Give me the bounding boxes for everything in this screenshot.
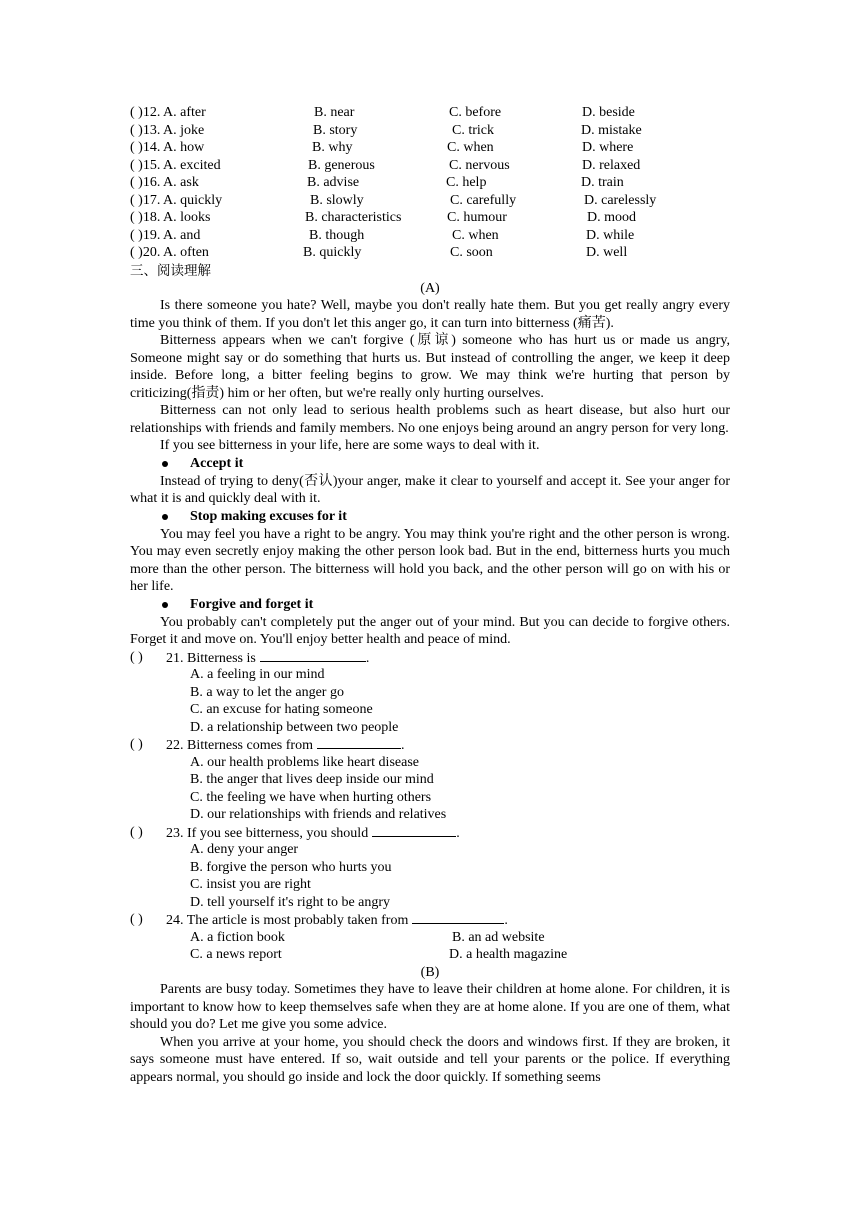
question-24: ( ) 24. The article is most probably taken from . xyxy=(130,912,508,928)
passage-a-paragraph: Bitterness appears when we can't forgive (原谅) someone who has hurt us or made us angry, Someone might say or do something that hurts us. But instead of controlling the anger, we keep it deep inside. Before long, a bitter feeling begins to grow. We may think we're hurting that person by criticizing(指责) him or her often, but we're really only hurting ourselves. xyxy=(130,333,730,401)
option-row xyxy=(130,929,730,947)
cloze-row-15: ( )15. A. excited B. generous C. nervous D. relaxed xyxy=(130,157,641,173)
option: C. insist you are right xyxy=(190,877,311,892)
passage-a-label: (A) xyxy=(420,280,440,296)
option: B. forgive the person who hurts you xyxy=(190,859,392,875)
option: A. a fiction book xyxy=(190,929,285,945)
option-row xyxy=(130,946,730,964)
answer-blank xyxy=(412,911,504,924)
passage-a-paragraph: If you see bitterness in your life, here are some ways to deal with it. xyxy=(160,438,540,453)
cloze-row-17: ( )17. A. quickly B. slowly C. carefully D. carelessly xyxy=(130,192,657,208)
cloze-row-18: ( )18. A. looks B. characteristics C. humour D. mood xyxy=(130,210,636,225)
option: A. a feeling in our mind xyxy=(190,667,325,682)
bullet-heading: Accept it xyxy=(130,455,730,473)
passage-a-paragraph: You may feel you have a right to be angry. You may think you're right and the other person is wrong. You may even secretly enjoy making the other person look bad. But in the end, bitterness hurts you much more than the other person. The bitterness will hold you back, and the other person will go on with his or her life. xyxy=(130,526,730,594)
answer-blank xyxy=(260,649,366,662)
passage-b-label: (B) xyxy=(420,964,440,980)
bullet-heading: Stop making excuses for it xyxy=(130,508,730,526)
option: B. an ad website xyxy=(452,929,545,945)
bullet-dot-icon xyxy=(162,602,168,608)
cloze-row-16: ( )16. A. ask B. advise C. help D. train xyxy=(130,175,624,190)
passage-a-paragraph: Bitterness can not only lead to serious health problems such as heart disease, but also hurt our relationships with friends and family members. No one enjoys being around an angry person for very long. xyxy=(130,403,730,436)
bullet-dot-icon xyxy=(162,514,168,520)
option: B. a way to let the anger go xyxy=(190,684,344,700)
option: B. the anger that lives deep inside our mind xyxy=(190,772,434,787)
option: A. deny your anger xyxy=(190,842,299,857)
option: D. a relationship between two people xyxy=(190,719,399,735)
document-page xyxy=(130,104,730,1086)
option: D. a health magazine xyxy=(449,947,568,962)
cloze-row-19: ( )19. A. and B. though C. when D. while xyxy=(130,227,635,243)
cloze-row-13: ( )13. A. joke B. story C. trick D. mistake xyxy=(130,122,642,138)
option: C. an excuse for hating someone xyxy=(190,702,373,717)
passage-a-paragraph: You probably can't completely put the anger out of your mind. But you can decide to forgive others. Forget it and move on. You'll enjoy better health and peace of mind. xyxy=(130,614,730,647)
answer-blank xyxy=(317,736,401,749)
option: D. our relationships with friends and relatives xyxy=(190,807,447,822)
cloze-options xyxy=(130,104,730,262)
answer-blank xyxy=(372,824,456,837)
passage-b-paragraph: Parents are busy today. Sometimes they have to leave their children at home alone. For children, it is important to know how to keep themselves safe when they are at home alone. If you are one of them, what should you do? Let me give you some advice. xyxy=(130,982,730,1032)
passage-a-paragraph: Instead of trying to deny(否认)your anger, make it clear to yourself and accept it. See your anger for what it is and quickly deal with it. xyxy=(130,473,730,506)
cloze-row-14: ( )14. A. how B. why C. when D. where xyxy=(130,140,634,155)
option: C. a news report xyxy=(190,947,282,962)
cloze-row-12: ( )12. A. after B. near C. before D. beside xyxy=(130,105,635,120)
option: C. the feeling we have when hurting others xyxy=(190,789,432,805)
section-title: 三、阅读理解 xyxy=(130,262,211,279)
question-23: ( ) 23. If you see bitterness, you should . xyxy=(130,824,460,841)
option: A. our health problems like heart disease xyxy=(190,754,419,770)
passage-a-paragraph: Is there someone you hate? Well, maybe you don't really hate them. But you get really angry every time you think of them. If you don't let this anger go, it can turn into bitterness (痛苦). xyxy=(130,298,730,331)
passage-b-paragraph: When you arrive at your home, you should check the doors and windows first. If they are broken, it says someone must have entered. If so, wait outside and tell your parents or the police. If everything appears normal, you should go inside and lock the door quickly. If something seems xyxy=(130,1034,730,1085)
option: D. tell yourself it's right to be angry xyxy=(190,894,391,910)
question-22: ( ) 22. Bitterness comes from . xyxy=(130,737,405,753)
bullet-heading: Forgive and forget it xyxy=(130,596,730,614)
cloze-row-20: ( )20. A. often B. quickly C. soon D. well xyxy=(130,245,628,260)
question-21: ( ) 21. Bitterness is . xyxy=(130,649,370,666)
bullet-dot-icon xyxy=(162,461,168,467)
